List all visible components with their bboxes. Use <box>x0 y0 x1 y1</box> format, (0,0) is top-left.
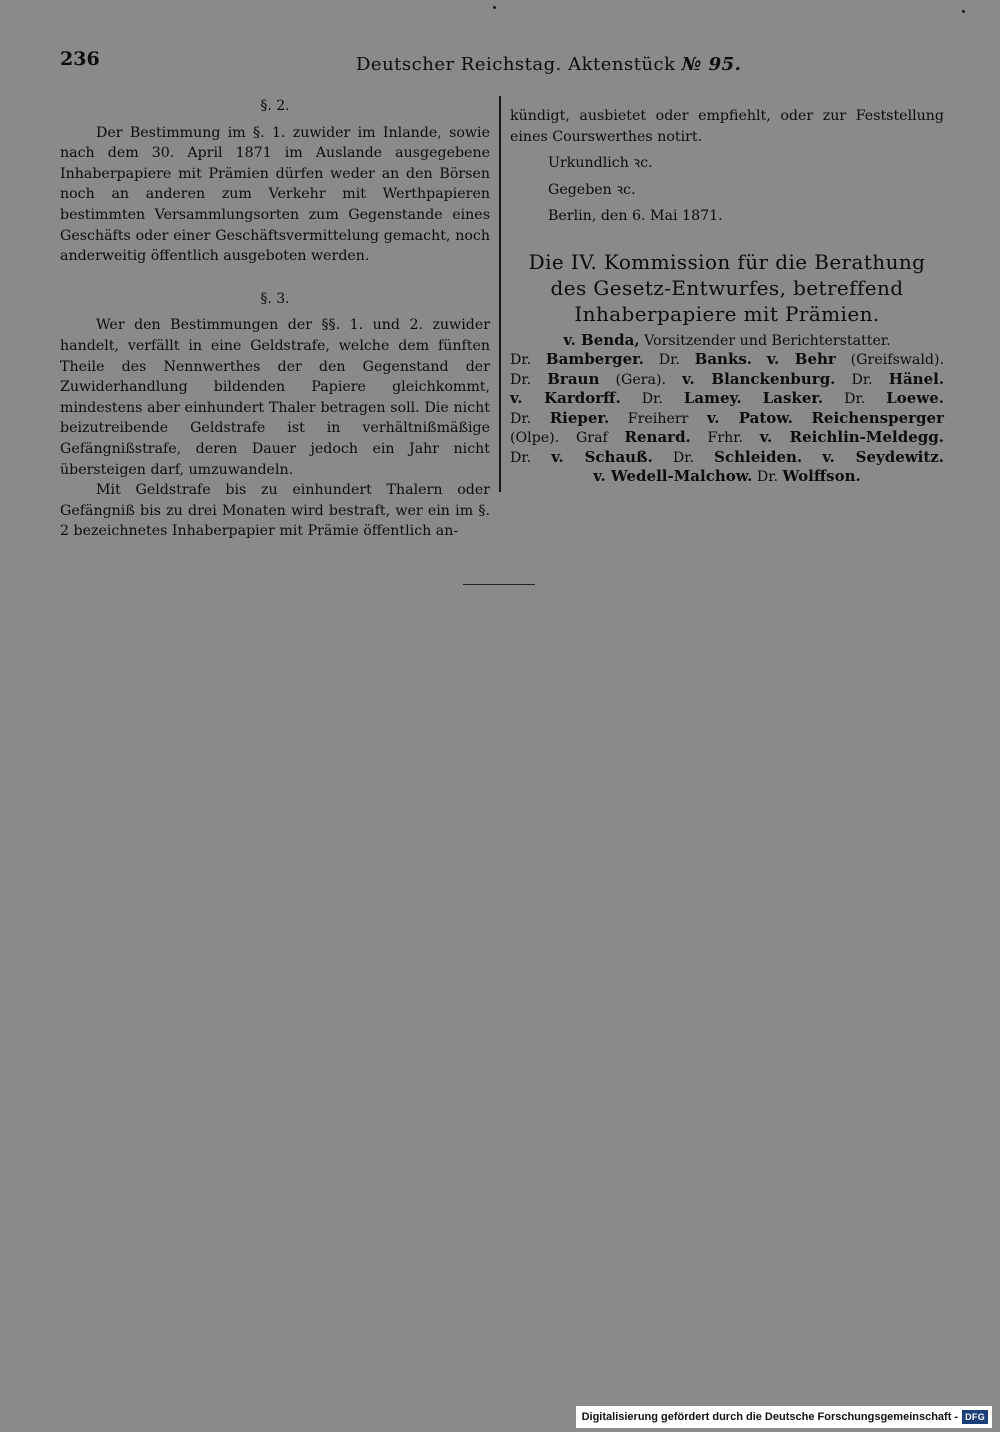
member-name: v. Patow. <box>707 408 793 427</box>
member-title: Dr. <box>658 352 680 369</box>
member-line <box>510 467 944 487</box>
member-title: Dr. <box>672 449 694 466</box>
closing-line-gegeben: Gegeben ꝛc. <box>548 181 636 198</box>
dfg-logo: DFG <box>962 1410 988 1424</box>
member-title: Freiherr <box>627 410 689 427</box>
member-name: Bamberger. <box>545 350 644 369</box>
member-title: Dr. <box>756 469 779 486</box>
closing-line-urkundlich: Urkundlich ꝛc. <box>548 155 653 172</box>
right-column <box>510 106 944 487</box>
member-line <box>510 350 944 370</box>
member-line <box>510 389 944 409</box>
member-role: Vorsitzender und Berichterstatter. <box>644 332 891 349</box>
member-title: Dr. <box>510 449 532 466</box>
credit-text: Digitalisierung gefördert durch die Deutsche Forschungsgemeinschaft - <box>581 1411 959 1423</box>
member-name: v. Wedell-Malchow. <box>593 467 753 486</box>
member-name: Loewe. <box>886 389 945 408</box>
member-line <box>510 448 944 468</box>
member-name: Renard. <box>624 428 691 447</box>
member-name: Hänel. <box>888 369 945 388</box>
member-line <box>510 409 944 429</box>
member-name: v. Seydewitz. <box>822 447 945 466</box>
member-name: v. Benda, <box>563 330 640 349</box>
page-header <box>60 48 940 84</box>
commission-title: Die IV. Kommission für die Berathung des Gesetz-Entwurfes, betreffend Inhaberpapiere mit Prämien. <box>528 249 926 326</box>
member-name: Lamey. <box>683 389 742 408</box>
member-name: Banks. <box>694 350 753 369</box>
member-title: Dr. <box>641 391 663 408</box>
member-line <box>510 331 944 351</box>
member-name: v. Blanckenburg. <box>682 369 836 388</box>
page-number: 236 <box>60 48 100 70</box>
member-title: Dr. <box>851 371 873 388</box>
member-title: (Greifswald). <box>850 352 945 369</box>
member-name: v. Kardorff. <box>510 389 621 408</box>
member-name: v. Schauß. <box>551 447 653 466</box>
scan-speck <box>962 10 965 13</box>
document-number: № 95. <box>681 54 742 75</box>
section-2-title: §. 2. <box>260 98 290 114</box>
member-title: Frhr. <box>707 430 744 447</box>
member-name: Braun <box>547 369 600 388</box>
member-title: Dr. <box>510 371 532 388</box>
member-title: Dr. <box>844 391 866 408</box>
section-2-paragraph: Der Bestimmung im §. 1. zuwider im Inlande, sowie nach dem 30. April 1871 im Auslande ausgegebene Inhaberpapiere mit Prämien dürfen weder an den Börsen noch an anderen zum Verkehr mit Werthpapieren bestimmten Versammlungsorten zum Gegenstande eines Geschäfts oder einer Geschäftsvermittelung gemacht, noch anderweitig öffentlich ausgeboten werden. <box>60 124 490 265</box>
section-3-title: §. 3. <box>260 290 290 307</box>
member-title: Dr. <box>510 352 532 369</box>
end-rule <box>463 584 535 585</box>
section-3-paragraph-1: Wer den Bestimmungen der §§. 1. und 2. zuwider handelt, verfällt in eine Geldstrafe, welche dem fünften Theile des Nennwerthes der den Gegenstand der Zuwiderhandlung bildenden Papiere gleichkommt, mindestens aber einhundert Thaler betragen soll. Die nicht beizutreibende Geldstrafe ist in verhältnißmäßige Gefängnißstrafe, deren Dauer jedoch ein Jahr nicht übersteigen darf, umzuwandeln. <box>60 317 490 478</box>
scan-speck <box>493 6 496 9</box>
member-line <box>510 428 944 448</box>
member-line <box>510 370 944 390</box>
member-name: Wolffson. <box>782 467 861 486</box>
member-name: Schleiden. <box>714 447 803 466</box>
commission-members <box>510 331 944 487</box>
continuation-paragraph: kündigt, ausbietet oder empfiehlt, oder zur Feststellung eines Courswerthes notirt. <box>510 108 944 145</box>
section-3-paragraph-2: Mit Geldstrafe bis zu einhundert Thalern oder Gefängniß bis zu drei Monaten wird bestraft, wer ein im §. 2 bezeichnetes Inhaberpapier mit Prämie öffentlich an- <box>60 482 490 540</box>
member-name: v. Reichlin-Meldegg. <box>759 428 944 447</box>
running-head-title: Deutscher Reichstag. Aktenstück <box>356 54 676 75</box>
left-column <box>60 96 490 542</box>
digitization-credit <box>576 1406 992 1428</box>
member-title: Graf <box>575 430 608 447</box>
column-divider <box>499 96 501 492</box>
member-title: (Olpe). <box>510 430 560 447</box>
member-title: Dr. <box>510 410 532 427</box>
member-name: v. Behr <box>766 350 836 369</box>
closing-line-date: Berlin, den 6. Mai 1871. <box>548 208 723 225</box>
member-name: Lasker. <box>762 389 824 408</box>
member-name: Rieper. <box>549 408 610 427</box>
member-title: (Gera). <box>615 371 667 388</box>
member-name: Reichensperger <box>811 408 944 427</box>
running-head <box>356 54 741 75</box>
